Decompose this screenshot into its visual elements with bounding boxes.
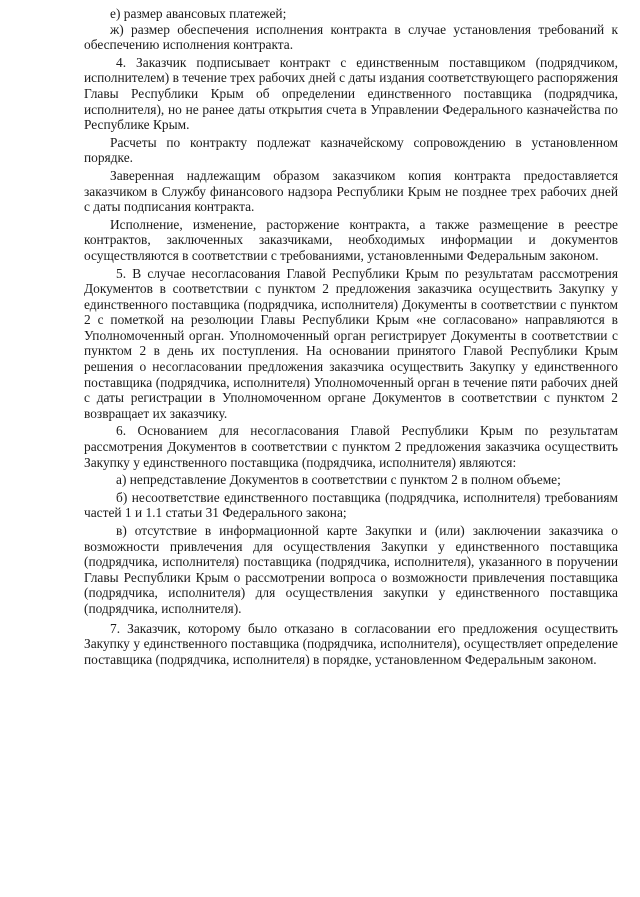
paragraph-item-e: е) размер авансовых платежей; xyxy=(110,6,287,21)
paragraph-item-zh: ж) размер обеспечения исполнения контракта в случае установления требований к обеспечению исполнения контракта. xyxy=(84,21,618,53)
paragraph-clause-4: 4. Заказчик подписывает контракт с единственным поставщиком (подрядчиком, исполнителем) в течение трех рабочих дней с даты издания соответствующего распоряжения Главы Республики Крым об определении единственного поставщика (подрядчика, исполнителя), но не ранее даты открытия счета в Управлении Федерального казначейства по Республике Крым. xyxy=(84,54,618,133)
paragraph-clause-6-b: б) несоответствие единственного поставщика (подрядчика, исполнителя) требованиям частей 1 и 1.1 статьи 31 Федерального закона; xyxy=(84,489,618,521)
paragraph-clause-6-a: а) непредставление Документов в соответствии с пунктом 2 в полном объеме; xyxy=(116,472,561,488)
paragraph-clause-4-execution: Исполнение, изменение, расторжение контракта, а также размещение в реестре контрактов, заключенных заказчиками, необходимых информации и документов осуществляются в соответствии с требованиями, установленными Федеральным законом. xyxy=(84,216,618,263)
paragraph-clause-4-copy: Заверенная надлежащим образом заказчиком копия контракта предоставляется заказчиком в Службу финансового надзора Республики Крым не позднее трех рабочих дней с даты подписания контракта. xyxy=(84,167,618,215)
paragraph-clause-7: 7. Заказчик, которому было отказано в согласовании его предложения осуществить Закупку у единственного поставщика (подрядчика, исполнителя), осуществляет определение поставщика (подрядчика, исполнителя) в порядке, установленном Федеральным законом. xyxy=(84,620,618,667)
paragraph-clause-5: 5. В случае несогласования Главой Республики Крым по результатам рассмотрения Документов в соответствии с пунктом 2 предложения заказчика осуществить Закупку у единственного поставщика (подрядчика, исполнителя) Документы в соответствии с пунктом 2 с пометкой на резолюции Главы Республики Крым «не согласовано» направляются в Уполномоченный орган. Уполномоченный орган регистрирует Документы в соответствии с пунктом 2 в день их поступления. На основании принятого Главой Республики Крым решения о несогласовании предложения заказчика осуществить Закупку у единственного поставщика (подрядчика, исполнителя) Уполномоченный орган в течение пяти рабочих дней с даты регистрации в Уполномоченном органе Документов в соответствии с пунктом 2 возвращает их заказчику. xyxy=(84,265,618,421)
paragraph-clause-6-v: в) отсутствие в информационной карте Закупки и (или) заключении заказчика о возможности привлечения для осуществления Закупки у единственного поставщика (подрядчика, исполнителя) поставщика (подрядчика, исполнителя), указанного в поручении Главы Республики Крым о рассмотрении вопроса о возможности привлечения поставщика (подрядчика, исполнителя) для осуществления закупки у единственного поставщика (подрядчика, исполнителя). xyxy=(84,523,618,616)
paragraph-clause-6: 6. Основанием для несогласования Главой Республики Крым по результатам рассмотрения Документов в соответствии с пунктом 2 предложения заказчика осуществить Закупку у единственного поставщика (подрядчика, исполнителя) являются: xyxy=(84,423,618,470)
paragraph-clause-4-settlements: Расчеты по контракту подлежат казначейскому сопровождению в установленном порядке. xyxy=(84,134,618,166)
